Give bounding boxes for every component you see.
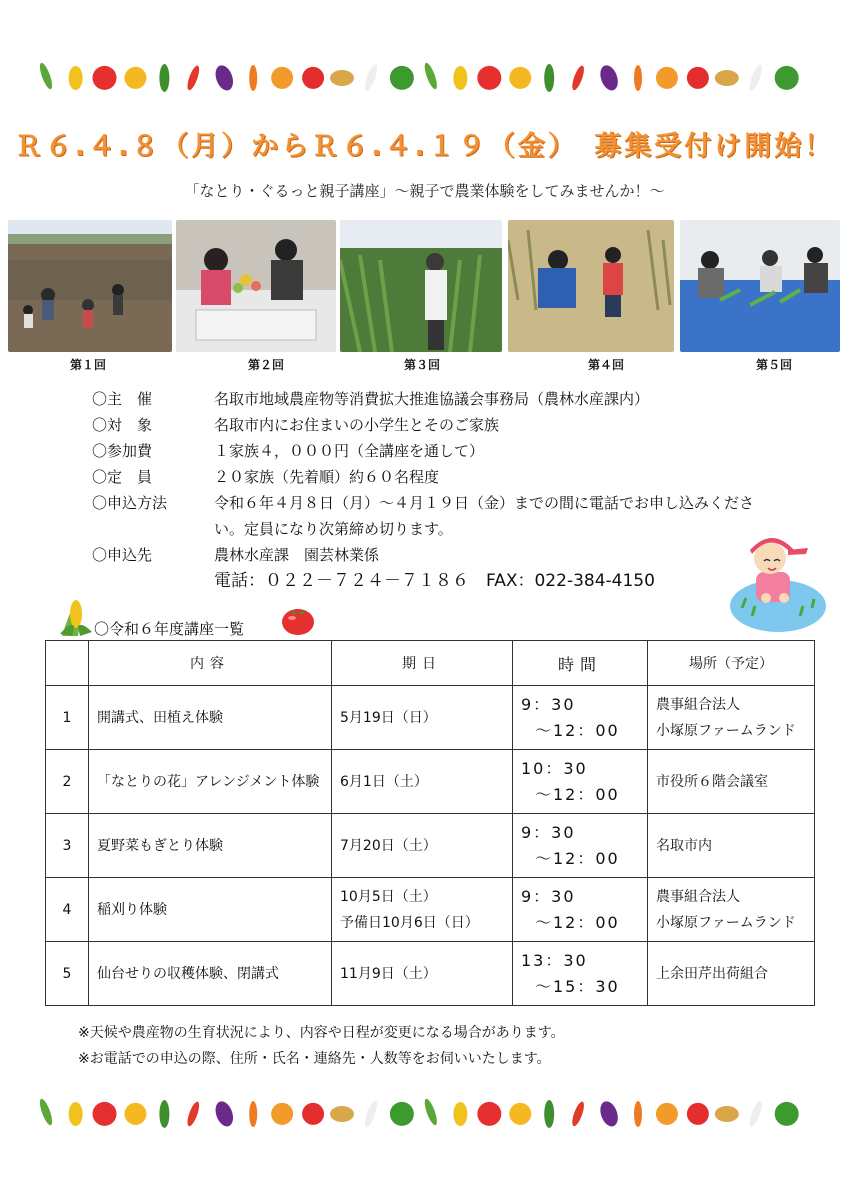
date-main: 7月20日（土） bbox=[340, 837, 437, 854]
vegetable-border-top bbox=[36, 58, 816, 94]
vegetable-icon bbox=[121, 64, 149, 92]
vegetable-border-bottom bbox=[36, 1094, 816, 1130]
schedule-table bbox=[45, 640, 815, 1006]
photo-caption: 第４回 bbox=[587, 358, 624, 372]
cell-content: 夏野菜もぎとり体験 bbox=[89, 814, 332, 878]
date-main: 11月9日（土） bbox=[340, 965, 437, 982]
vegetable-icon bbox=[474, 62, 505, 93]
info-label: 〇定 員 bbox=[92, 468, 153, 486]
table-heading: 〇令和６年度講座一覧 bbox=[94, 620, 245, 638]
place-line2: 小塚原ファームランド bbox=[656, 722, 796, 739]
vegetable-icon bbox=[634, 65, 642, 91]
vegetable-icon bbox=[453, 1102, 467, 1126]
date-main: 5月19日（日） bbox=[340, 709, 437, 726]
photo-flower-arrangement bbox=[176, 220, 336, 352]
cell-content: 仙台せりの収穫体験、閉講式 bbox=[89, 942, 332, 1006]
cell-date bbox=[332, 686, 513, 750]
vegetable-icon bbox=[185, 64, 201, 91]
vegetable-border-top-icon bbox=[36, 58, 816, 94]
place-line1: 名取市内 bbox=[656, 837, 712, 854]
cell-time bbox=[513, 750, 648, 814]
cell-place bbox=[648, 942, 815, 1006]
vegetable-icon bbox=[362, 63, 379, 92]
table-header-row bbox=[46, 641, 815, 686]
seri-harvest-photo-icon bbox=[680, 220, 840, 352]
time-start: 9：30 bbox=[521, 822, 576, 842]
vegetable-icon bbox=[387, 62, 418, 93]
info-row-phone bbox=[92, 568, 792, 594]
date-main: 10月5日（土） bbox=[340, 888, 437, 905]
cell-date bbox=[332, 942, 513, 1006]
note-line: ※お電話での申込の際、住所・氏名・連絡先・人数等をお伺いいたします。 bbox=[78, 1051, 551, 1067]
cell-time bbox=[513, 878, 648, 942]
vegetable-icon bbox=[653, 64, 681, 92]
cell-content: 「なとりの花」アレンジメント体験 bbox=[89, 750, 332, 814]
flower-class-photo-icon bbox=[176, 220, 336, 352]
vegetable-icon bbox=[653, 1100, 681, 1128]
vegetable-icon bbox=[212, 63, 236, 93]
header-number bbox=[46, 641, 89, 686]
vegetable-icon bbox=[474, 1098, 505, 1129]
vegetable-icon bbox=[422, 61, 439, 90]
place-line1: 市役所６階会議室 bbox=[656, 773, 768, 790]
cell-place bbox=[648, 750, 815, 814]
vegetable-icon bbox=[212, 1099, 236, 1129]
vegetable-border-bottom-icon bbox=[36, 1094, 816, 1130]
time-start: 10：30 bbox=[521, 758, 588, 778]
vegetable-icon bbox=[422, 1097, 439, 1126]
info-value: 令和６年４月８日（月）～４月１９日（金）までの間に電話でお申し込みください。定員になり次第締め切ります。 bbox=[214, 494, 755, 538]
date-main: 6月1日（土） bbox=[340, 773, 428, 790]
cell-time bbox=[513, 814, 648, 878]
vegetable-icon bbox=[69, 1102, 83, 1126]
vegetable-icon bbox=[684, 64, 712, 92]
child-rice-planting-illustration bbox=[722, 528, 828, 634]
cell-content: 開講式、田植え体験 bbox=[89, 686, 332, 750]
cell-place bbox=[648, 686, 815, 750]
vegetable-icon bbox=[89, 62, 120, 93]
place-line2: 小塚原ファームランド bbox=[656, 914, 796, 931]
vegetable-icon bbox=[37, 61, 54, 90]
cell-place bbox=[648, 878, 815, 942]
info-phone: 電話：０２２－７２４－７１８６ FAX：022-384-4150 bbox=[214, 571, 655, 591]
rice-harvest-photo-icon bbox=[508, 220, 674, 352]
header-place: 場所（予定） bbox=[648, 641, 815, 686]
vegetable-icon bbox=[121, 1100, 149, 1128]
vegetable-icon bbox=[69, 66, 83, 90]
vegetable-icon bbox=[506, 1100, 534, 1128]
vegetable-icon bbox=[37, 1097, 54, 1126]
subtitle: 「なとり・ぐるっと親子講座」～親子で農業体験をしてみませんか！～ bbox=[184, 182, 665, 200]
vegetable-icon bbox=[684, 1100, 712, 1128]
header-content: 内容 bbox=[89, 641, 332, 686]
info-value: 農林水産課 園芸林業係 bbox=[214, 546, 380, 564]
cell-number: 4 bbox=[46, 878, 89, 942]
time-end: ～12：00 bbox=[535, 848, 620, 868]
vegetable-icon bbox=[299, 1100, 327, 1128]
table-row bbox=[46, 686, 815, 750]
info-label bbox=[92, 568, 214, 594]
time-end: ～12：00 bbox=[535, 912, 620, 932]
vegetable-icon bbox=[453, 66, 467, 90]
photo-caption: 第１回 bbox=[69, 358, 106, 372]
header-date: 期日 bbox=[332, 641, 513, 686]
cell-date bbox=[332, 878, 513, 942]
info-row-organizer bbox=[92, 386, 792, 412]
time-end: ～15：30 bbox=[535, 976, 620, 996]
place-line1: 農事組合法人 bbox=[656, 696, 740, 713]
notes bbox=[78, 1020, 565, 1072]
vegetable-icon bbox=[362, 1099, 379, 1128]
vegetable-icon bbox=[715, 70, 739, 86]
cell-time bbox=[513, 686, 648, 750]
vegetable-icon bbox=[185, 1100, 201, 1127]
vegetable-icon bbox=[268, 1100, 296, 1128]
table-row bbox=[46, 750, 815, 814]
cell-date bbox=[332, 750, 513, 814]
cell-number: 5 bbox=[46, 942, 89, 1006]
rice-paddy-photo-icon bbox=[8, 220, 172, 352]
vegetable-icon bbox=[747, 63, 764, 92]
corn-icon bbox=[58, 596, 94, 638]
vegetable-icon bbox=[387, 1098, 418, 1129]
corn-field-photo-icon bbox=[340, 220, 502, 352]
vegetable-icon bbox=[747, 1099, 764, 1128]
vegetable-icon bbox=[597, 1099, 621, 1129]
cell-time bbox=[513, 942, 648, 1006]
info-value: 名取市地域農産物等消費拡大推進協議会事務局（農林水産課内） bbox=[214, 390, 650, 408]
vegetable-icon bbox=[771, 1098, 802, 1129]
child-planting-icon bbox=[722, 528, 828, 634]
photo-vegetable-harvest bbox=[340, 220, 502, 352]
vegetable-icon bbox=[330, 70, 354, 86]
time-end: ～12：00 bbox=[535, 720, 620, 740]
vegetable-icon bbox=[771, 62, 802, 93]
date-reserve: 予備日10月6日（日） bbox=[340, 914, 479, 931]
info-row-application-method bbox=[92, 490, 792, 542]
cell-number: 1 bbox=[46, 686, 89, 750]
header-time: 時間 bbox=[513, 641, 648, 686]
vegetable-icon bbox=[544, 64, 554, 92]
table-row bbox=[46, 814, 815, 878]
vegetable-icon bbox=[159, 64, 169, 92]
vegetable-icon bbox=[159, 1100, 169, 1128]
cell-content: 稲刈り体験 bbox=[89, 878, 332, 942]
vegetable-icon bbox=[249, 1101, 257, 1127]
photo-caption: 第５回 bbox=[755, 358, 792, 372]
vegetable-icon bbox=[544, 1100, 554, 1128]
table-row bbox=[46, 942, 815, 1006]
place-line1: 上余田芹出荷組合 bbox=[656, 965, 768, 982]
photo-seri-harvest bbox=[680, 220, 840, 352]
cell-place bbox=[648, 814, 815, 878]
info-value: 名取市内にお住まいの小学生とそのご家族 bbox=[214, 416, 500, 434]
info-row-target bbox=[92, 412, 792, 438]
vegetable-icon bbox=[299, 64, 327, 92]
vegetable-icon bbox=[330, 1106, 354, 1122]
vegetable-icon bbox=[570, 1100, 586, 1127]
info-value: ２０家族（先着順）約６０名程度 bbox=[214, 468, 440, 486]
info-value: １家族４，０００円（全講座を通して） bbox=[214, 442, 485, 460]
time-end: ～12：00 bbox=[535, 784, 620, 804]
photo-rice-harvest bbox=[508, 220, 674, 352]
info-label: 〇対 象 bbox=[92, 416, 153, 434]
table-row bbox=[46, 878, 815, 942]
info-row-capacity bbox=[92, 464, 792, 490]
vegetable-icon bbox=[506, 64, 534, 92]
tomato-icon bbox=[280, 602, 316, 636]
info-row-fee bbox=[92, 438, 792, 464]
photo-caption: 第３回 bbox=[403, 358, 440, 372]
vegetable-icon bbox=[89, 1098, 120, 1129]
time-start: 9：30 bbox=[521, 694, 576, 714]
info-row-contact bbox=[92, 542, 792, 568]
info-label: 〇参加費 bbox=[92, 442, 153, 460]
time-start: 13：30 bbox=[521, 950, 588, 970]
vegetable-icon bbox=[715, 1106, 739, 1122]
vegetable-icon bbox=[249, 65, 257, 91]
time-start: 9：30 bbox=[521, 886, 576, 906]
cell-date bbox=[332, 814, 513, 878]
cell-number: 2 bbox=[46, 750, 89, 814]
info-label: 〇申込先 bbox=[92, 546, 153, 564]
vegetable-icon bbox=[268, 64, 296, 92]
headline: Ｒ６.４.８（月）からＲ６.４.１９（金） 募集受付け開始！ bbox=[14, 131, 835, 162]
info-label: 〇主 催 bbox=[92, 390, 153, 408]
vegetable-icon bbox=[634, 1101, 642, 1127]
vegetable-icon bbox=[570, 64, 586, 91]
info-block bbox=[92, 386, 792, 594]
info-label: 〇申込方法 bbox=[92, 494, 168, 512]
place-line1: 農事組合法人 bbox=[656, 888, 740, 905]
photo-rice-planting bbox=[8, 220, 172, 352]
cell-number: 3 bbox=[46, 814, 89, 878]
photo-caption: 第２回 bbox=[247, 358, 284, 372]
note-line: ※天候や農産物の生育状況により、内容や日程が変更になる場合があります。 bbox=[78, 1025, 565, 1041]
vegetable-icon bbox=[597, 63, 621, 93]
